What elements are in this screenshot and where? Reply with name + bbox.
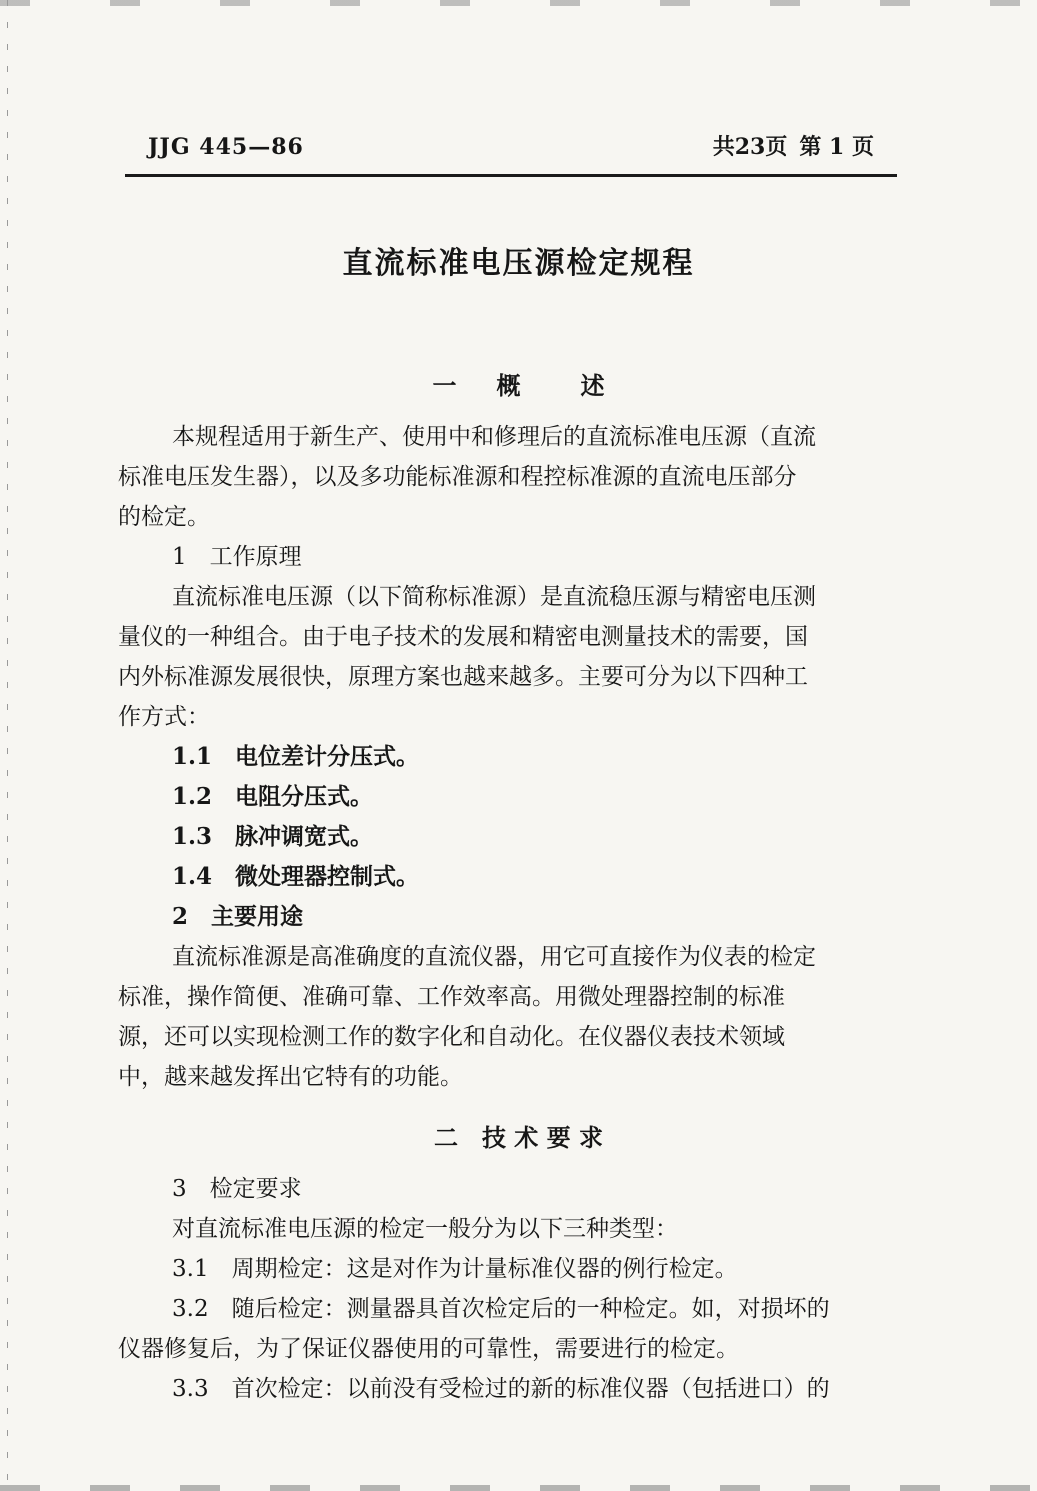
scan-margin-line (7, 0, 8, 1491)
item-2-line-4: 中，越来越发挥出它特有的功能。 (118, 1064, 463, 1090)
mode-1-4: 1.4 微处理器控制式。 (172, 863, 420, 890)
section-1-number: 一 (432, 372, 457, 400)
item-2-label: 2 主要用途 (172, 903, 304, 930)
page-header (148, 130, 874, 161)
item-1-line-4: 作方式： (118, 704, 210, 730)
document-title: 直流标准电压源检定规程 (342, 246, 695, 281)
item-3-2-line-2: 仪器修复后，为了保证仪器使用的可靠性，需要进行的检定。 (118, 1336, 739, 1362)
section-1-heading (0, 366, 1037, 401)
mode-1-3: 1.3 脉冲调宽式。 (172, 823, 374, 850)
item-2-line-1: 直流标准源是高准确度的直流仪器，用它可直接作为仪表的检定 (172, 944, 816, 970)
standard-number: JJG 445—86 (148, 134, 304, 160)
intro-line-2: 标准电压发生器），以及多功能标准源和程控标准源的直流电压部分 (118, 464, 797, 490)
item-2-line-2: 标准，操作简便、准确可靠、工作效率高。用微处理器控制的标准 (118, 984, 785, 1010)
scan-top-edge (0, 0, 1037, 6)
header-rule (125, 174, 897, 177)
section-1-word-b: 述 (580, 372, 605, 400)
total-pages: 共23页 (712, 134, 788, 160)
item-3-2-line-1: 3.2 随后检定：测量器具首次检定后的一种检定。如，对损坏的 (172, 1296, 830, 1322)
item-3-intro: 对直流标准电压源的检定一般分为以下三种类型： (172, 1216, 678, 1242)
mode-1-1: 1.1 电位差计分压式。 (172, 743, 420, 770)
item-1-line-1: 直流标准电压源（以下简称标准源）是直流稳压源与精密电压测 (172, 584, 816, 610)
intro-line-1: 本规程适用于新生产、使用中和修理后的直流标准电压源（直流 (172, 424, 816, 450)
page-count (701, 130, 874, 161)
intro-line-3: 的检定。 (118, 504, 210, 530)
item-2-line-3: 源，还可以实现检测工作的数字化和自动化。在仪器仪表技术领域 (118, 1024, 785, 1050)
page-number: 第 1 页 (799, 134, 874, 160)
item-3-1: 3.1 周期检定：这是对作为计量标准仪器的例行检定。 (172, 1256, 738, 1282)
section-2-heading: 二 技 术 要 求 (433, 1124, 604, 1152)
item-1-label: 1 工作原理 (172, 544, 302, 570)
mode-1-2: 1.2 电阻分压式。 (172, 783, 374, 810)
item-3-label: 3 检定要求 (172, 1176, 302, 1202)
section-1-word-a: 概 (496, 372, 521, 400)
item-3-3: 3.3 首次检定：以前没有受检过的新的标准仪器（包括进口）的 (172, 1376, 830, 1402)
item-1-line-3: 内外标准源发展很快，原理方案也越来越多。主要可分为以下四种工 (118, 664, 808, 690)
scan-bottom-edge (0, 1485, 1037, 1491)
item-1-line-2: 量仪的一种组合。由于电子技术的发展和精密电测量技术的需要，国 (118, 624, 808, 650)
